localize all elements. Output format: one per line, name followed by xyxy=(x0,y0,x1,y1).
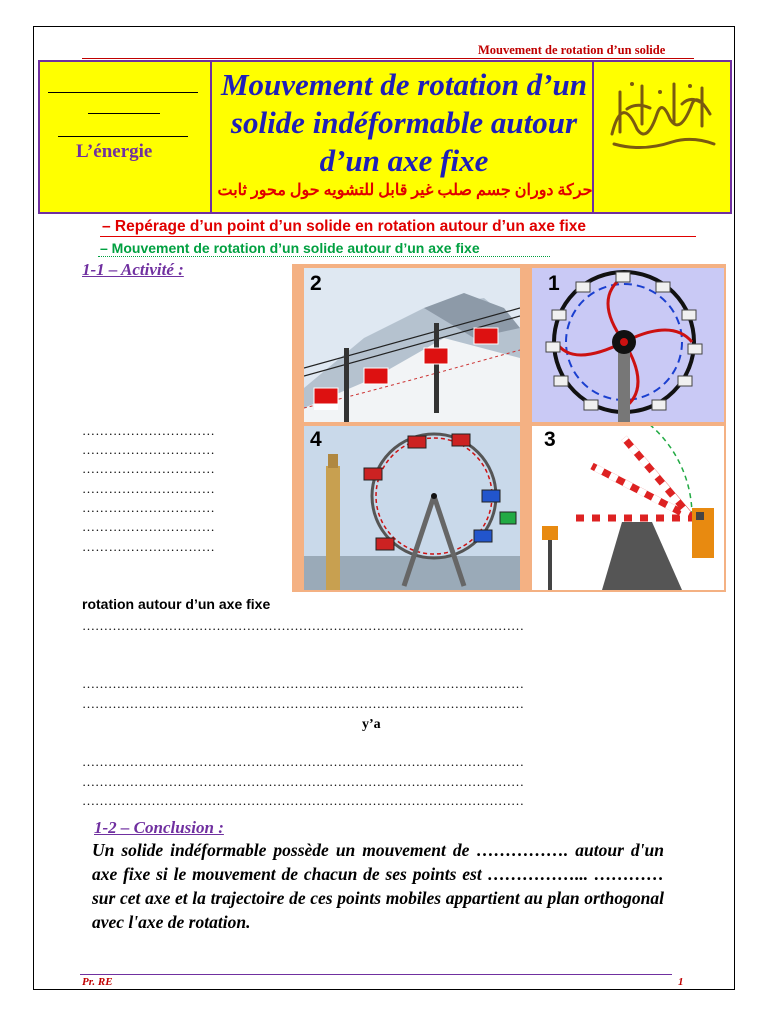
rotating-wheel-icon xyxy=(532,268,724,422)
category-label: L’énergie xyxy=(76,141,153,162)
running-head: Mouvement de rotation d’un solide xyxy=(478,43,666,57)
figure-label: 4 xyxy=(310,428,322,451)
figure-ferris-wheel xyxy=(304,426,520,590)
answer-line: ………………………… xyxy=(82,423,215,438)
figure-grid xyxy=(292,264,726,592)
page-number: 1 xyxy=(678,976,684,988)
running-head-rule xyxy=(82,58,694,59)
answer-line: ………………………… xyxy=(82,442,215,457)
footer-author: Pr. RE xyxy=(82,976,113,988)
fragment-text: y’a xyxy=(362,717,381,732)
figure-cable-car xyxy=(304,268,520,422)
figure-label: 3 xyxy=(544,428,556,451)
answer-line: ………………………… xyxy=(82,539,215,554)
answer-line: ………………………… xyxy=(82,519,215,534)
section-heading-mouvement: – Mouvement de rotation d’un solide autour d’un axe fixe xyxy=(100,240,480,256)
answer-line: ………………………………………………………………………………………… xyxy=(82,676,524,691)
answer-line: ………………………… xyxy=(82,461,215,476)
activity-heading: 1-1 – Activité : xyxy=(82,260,184,279)
section-heading-reperage: – Repérage d’un point d’un solide en rotation autour d’un axe fixe xyxy=(102,218,586,235)
conclusion-heading: 1-2 – Conclusion : xyxy=(94,818,224,837)
answer-line: ………………………… xyxy=(82,481,215,496)
answer-line: ………………………………………………………………………………………… xyxy=(82,696,524,711)
answer-line: ………………………… xyxy=(82,500,215,515)
figure-label: 2 xyxy=(310,272,322,295)
figure-label: 1 xyxy=(548,272,560,295)
blank-line xyxy=(48,92,198,93)
page-title xyxy=(212,66,596,180)
section-underline xyxy=(100,236,696,237)
section-underline xyxy=(98,256,550,257)
conclusion-text: Un solide indéformable possède un mouvement de ……………. autour d'un axe fixe si le mouvement de chacun de ses points est ……………... ………… sur cet axe et la trajectoire de ces points mobiles appartient au plan orthogonal avec l'axe de rotation. xyxy=(92,840,664,932)
answer-line: ………………………………………………………………………………………… xyxy=(82,774,524,789)
blank-line xyxy=(58,136,188,137)
barrier-gate-icon xyxy=(532,426,724,590)
answer-line: ………………………………………………………………………………………… xyxy=(82,793,524,808)
ferris-wheel-icon xyxy=(304,426,520,590)
footer-rule xyxy=(80,974,672,975)
figure-barrier-gate xyxy=(532,426,724,590)
title-line: Mouvement de rotation d’un xyxy=(220,67,587,102)
arabic-subtitle: حركة دوران جسم صلب غير قابل للتشويه حول محور ثابت xyxy=(217,182,593,199)
cable-car-icon xyxy=(304,268,520,422)
title-line: solide indéformable autour xyxy=(230,105,578,140)
answer-line: ………………………………………………………………………………………… xyxy=(82,754,524,769)
answer-line: ………………………………………………………………………………………… xyxy=(82,618,524,633)
blank-line xyxy=(88,113,160,114)
basmala-calligraphy-icon xyxy=(602,74,722,158)
question-line: rotation autour d’un axe fixe xyxy=(82,596,271,612)
figure-rotating-wheel xyxy=(532,268,724,422)
title-line: d’un axe fixe xyxy=(319,143,489,178)
